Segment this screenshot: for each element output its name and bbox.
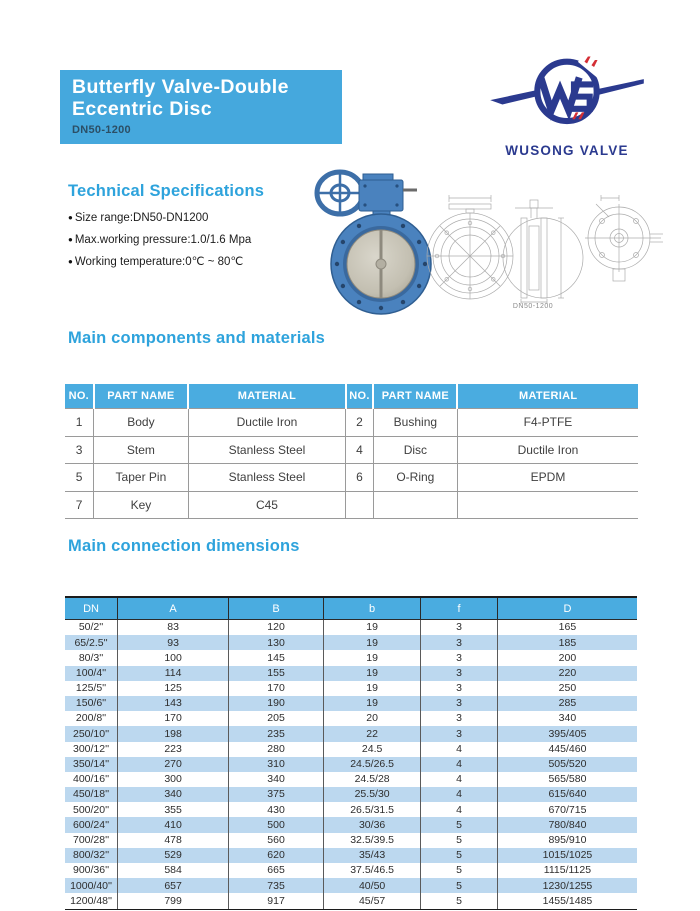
table-cell: Body: [94, 409, 189, 437]
table-cell: 799: [118, 893, 229, 909]
table-cell: 4: [421, 787, 498, 802]
table-cell: Stanless Steel: [188, 436, 346, 464]
table-row: [65, 650, 637, 665]
table-cell: 235: [229, 726, 324, 741]
table-cell: 22: [324, 726, 421, 741]
table-cell: 310: [229, 757, 324, 772]
column-header: B: [229, 597, 324, 620]
column-header: DN: [65, 597, 118, 620]
table-cell: 280: [229, 742, 324, 757]
table-cell: 3: [65, 436, 94, 464]
table-cell: 657: [118, 878, 229, 893]
components-header-row: [65, 384, 638, 409]
company-logo-icon: [488, 46, 646, 142]
table-cell: 83: [118, 620, 229, 636]
table-cell: 620: [229, 848, 324, 863]
table-cell: 19: [324, 681, 421, 696]
table-cell: 3: [421, 650, 498, 665]
table-row: [65, 666, 637, 681]
table-cell: 340: [118, 787, 229, 802]
page-title: [72, 77, 330, 121]
table-row: [65, 817, 637, 832]
table-cell: 170: [118, 711, 229, 726]
table-row: [65, 878, 637, 893]
table-cell: 165: [497, 620, 637, 636]
table-cell: 780/840: [497, 817, 637, 832]
table-cell: 125/5'': [75, 682, 107, 695]
table-row: [65, 635, 637, 650]
table-cell: Bushing: [373, 409, 457, 437]
table-cell: Key: [94, 491, 189, 519]
table-cell: 3: [421, 681, 498, 696]
table-cell: 4: [421, 742, 498, 757]
table-row: [65, 464, 638, 492]
table-cell: 5: [421, 893, 498, 909]
bullet-icon: ●: [68, 235, 73, 244]
table-cell: 250: [497, 681, 637, 696]
table-cell: 3: [421, 635, 498, 650]
table-cell: 143: [118, 696, 229, 711]
table-row: [65, 787, 637, 802]
table-cell: 560: [229, 833, 324, 848]
table-cell: 24.5/26.5: [324, 757, 421, 772]
table-row: [65, 491, 638, 519]
table-cell: Ductile Iron: [188, 409, 346, 437]
table-cell: 1: [65, 409, 94, 437]
table-row: [65, 893, 637, 909]
table-cell: 19: [324, 650, 421, 665]
table-cell: 1455/1485: [497, 893, 637, 909]
table-cell: 3: [421, 726, 498, 741]
table-cell: 4: [421, 802, 498, 817]
table-cell: 24.5/28: [324, 772, 421, 787]
table-cell: 410: [118, 817, 229, 832]
table-cell: 300: [118, 772, 229, 787]
table-cell: Ductile Iron: [457, 436, 638, 464]
table-cell: Stanless Steel: [188, 464, 346, 492]
spec-item: [68, 251, 251, 273]
table-cell: 170: [229, 681, 324, 696]
table-cell: 19: [324, 620, 421, 636]
table-cell: 900/36'': [72, 864, 110, 877]
table-cell: 32.5/39.5: [324, 833, 421, 848]
table-cell: 4: [421, 772, 498, 787]
table-cell: 350/14'': [65, 757, 118, 772]
table-cell: 26.5/31.5: [324, 802, 421, 817]
table-cell: Taper Pin: [94, 464, 189, 492]
page-title-line1: Butterfly Valve-Double: [72, 76, 289, 98]
table-row: [65, 409, 638, 437]
table-cell: 4: [421, 757, 498, 772]
bullet-icon: ●: [68, 213, 73, 222]
column-header: A: [118, 597, 229, 620]
section-heading-components: Main components and materials: [68, 329, 326, 347]
table-cell: 355: [118, 802, 229, 817]
table-cell: 1230/1255: [497, 878, 637, 893]
table-cell: C45: [188, 491, 346, 519]
table-row: [65, 772, 637, 787]
spec-item: [68, 207, 251, 229]
table-cell: 125: [118, 681, 229, 696]
table-cell: [346, 491, 374, 519]
table-cell: 190: [229, 696, 324, 711]
table-cell: 20: [324, 711, 421, 726]
table-cell: [373, 491, 457, 519]
bullet-icon: ●: [68, 257, 73, 266]
table-cell: 615/640: [497, 787, 637, 802]
dimensions-table: [65, 596, 637, 910]
table-row: [65, 620, 637, 636]
column-header: D: [497, 597, 637, 620]
title-block: [60, 70, 342, 144]
table-cell: 665: [229, 863, 324, 878]
table-cell: [457, 491, 638, 519]
page-title-line2: Eccentric Disc: [72, 97, 213, 120]
table-cell: 114: [118, 666, 229, 681]
column-header: PART NAME: [373, 384, 457, 409]
table-row: [65, 726, 637, 741]
table-cell: O-Ring: [373, 464, 457, 492]
table-cell: 220: [497, 666, 637, 681]
table-row: [65, 681, 637, 696]
table-cell: 450/18'': [65, 787, 118, 802]
column-header: b: [324, 597, 421, 620]
spec-text: Working temperature:0℃ ~ 80℃: [74, 256, 244, 268]
table-cell: 19: [324, 635, 421, 650]
spec-list: [68, 207, 251, 273]
table-cell: 565/580: [497, 772, 637, 787]
table-cell: 505/520: [497, 757, 637, 772]
table-cell: 155: [229, 666, 324, 681]
table-cell: EPDM: [457, 464, 638, 492]
table-cell: 340: [229, 772, 324, 787]
table-row: [65, 711, 637, 726]
components-table: [65, 384, 638, 519]
brand-name: WUSONG VALVE: [505, 143, 629, 158]
spec-item: [68, 229, 251, 251]
table-cell: 445/460: [497, 742, 637, 757]
table-cell: 600/24'': [65, 817, 118, 832]
size-range-subtitle: DN50-1200: [72, 123, 131, 136]
table-cell: 100/4'': [65, 666, 118, 681]
table-row: [65, 696, 637, 711]
table-cell: 735: [229, 878, 324, 893]
table-cell: 395/405: [497, 726, 637, 741]
table-cell: 205: [229, 711, 324, 726]
table-cell: 25.5/30: [324, 787, 421, 802]
table-cell: 917: [229, 893, 324, 909]
table-cell: 145: [229, 650, 324, 665]
table-cell: 35/43: [324, 848, 421, 863]
table-cell: 3: [421, 666, 498, 681]
table-cell: 19: [324, 666, 421, 681]
section-heading-dimensions: Main connection dimensions: [68, 537, 300, 555]
company-logo: [488, 46, 646, 158]
table-cell: 430: [229, 802, 324, 817]
table-cell: F4-PTFE: [457, 409, 638, 437]
table-cell: 584: [118, 863, 229, 878]
table-cell: 1000/40'': [65, 878, 118, 893]
table-cell: 37.5/46.5: [324, 863, 421, 878]
table-cell: 40/50: [324, 878, 421, 893]
table-cell: 5: [421, 878, 498, 893]
table-row: [65, 742, 637, 757]
table-cell: 500: [229, 817, 324, 832]
table-cell: 500/20'': [72, 803, 110, 816]
table-cell: 3: [421, 696, 498, 711]
section-heading-specs: Technical Specifications: [68, 182, 265, 200]
table-cell: 65/2.5'': [65, 635, 118, 650]
technical-drawing: [423, 192, 663, 304]
table-row: [65, 802, 637, 817]
table-cell: 19: [324, 696, 421, 711]
table-cell: 5: [421, 817, 498, 832]
table-cell: 200: [497, 650, 637, 665]
spec-text: Size range:DN50-DN1200: [74, 212, 209, 224]
table-row: [65, 863, 637, 878]
table-cell: 24.5: [324, 742, 421, 757]
table-cell: 670/715: [497, 802, 637, 817]
table-cell: 198: [118, 726, 229, 741]
table-row: [65, 833, 637, 848]
table-cell: 270: [118, 757, 229, 772]
drawing-caption: DN50-1200: [512, 303, 554, 310]
table-cell: 150/6'': [65, 696, 118, 711]
table-cell: 30/36: [324, 817, 421, 832]
table-cell: 5: [421, 848, 498, 863]
table-cell: 250/10'': [65, 726, 118, 741]
table-cell: 120: [229, 620, 324, 636]
table-cell: 895/910: [497, 833, 637, 848]
dimensions-header-row: [65, 597, 637, 620]
table-cell: 45/57: [324, 893, 421, 909]
column-header: NO.: [65, 384, 94, 409]
table-cell: 5: [421, 863, 498, 878]
table-cell: 93: [118, 635, 229, 650]
table-cell: 80/3'': [78, 651, 104, 664]
table-cell: 340: [497, 711, 637, 726]
table-cell: Stem: [94, 436, 189, 464]
table-cell: 1200/48'': [65, 893, 118, 909]
table-cell: 5: [421, 833, 498, 848]
table-cell: 4: [346, 436, 374, 464]
table-cell: 100: [118, 650, 229, 665]
table-cell: 130: [229, 635, 324, 650]
table-row: [65, 757, 637, 772]
table-cell: Disc: [373, 436, 457, 464]
table-cell: 375: [229, 787, 324, 802]
table-row: [65, 436, 638, 464]
column-header: NO.: [346, 384, 374, 409]
table-cell: 223: [118, 742, 229, 757]
table-cell: 5: [65, 464, 94, 492]
table-cell: 400/16'': [72, 773, 110, 786]
table-cell: 300/12'': [72, 742, 110, 755]
table-cell: 478: [118, 833, 229, 848]
table-cell: 1015/1025: [497, 848, 637, 863]
table-cell: 7: [65, 491, 94, 519]
table-cell: 285: [497, 696, 637, 711]
table-cell: 6: [346, 464, 374, 492]
column-header: MATERIAL: [457, 384, 638, 409]
table-cell: 529: [118, 848, 229, 863]
column-header: PART NAME: [94, 384, 189, 409]
table-cell: 2: [346, 409, 374, 437]
table-cell: 800/32'': [65, 848, 118, 863]
table-cell: 185: [497, 635, 637, 650]
table-cell: 50/2'': [78, 621, 104, 634]
table-cell: 3: [421, 711, 498, 726]
table-cell: 1115/1125: [497, 863, 637, 878]
table-cell: 3: [421, 620, 498, 636]
column-header: MATERIAL: [188, 384, 346, 409]
table-cell: 200/8'': [75, 712, 107, 725]
table-row: [65, 848, 637, 863]
table-cell: 700/28'': [72, 833, 110, 846]
column-header: f: [421, 597, 498, 620]
spec-text: Max.working pressure:1.0/1.6 Mpa: [74, 234, 252, 246]
